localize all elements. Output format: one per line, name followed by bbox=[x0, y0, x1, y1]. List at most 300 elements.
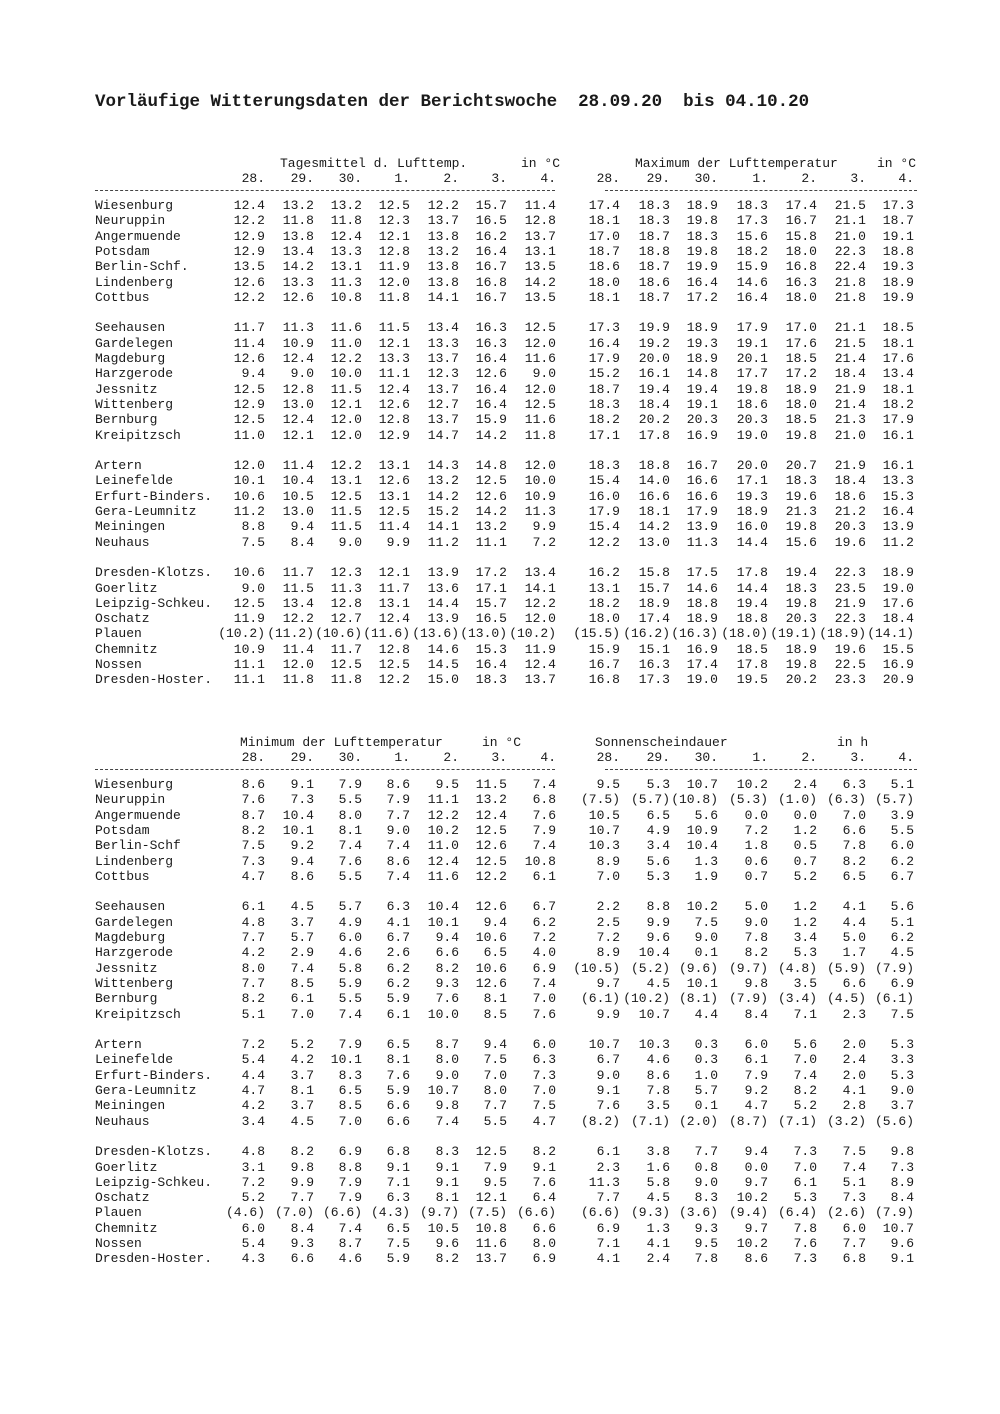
value-cell: 22.3 bbox=[834, 243, 866, 259]
value-cell: 7.4 bbox=[435, 1113, 459, 1129]
value-cell: 12.5 bbox=[475, 822, 507, 838]
value-cell: 6.5 bbox=[338, 1083, 362, 1098]
value-cell: 13.7 bbox=[524, 672, 556, 688]
value-cell: 7.4 bbox=[386, 868, 410, 884]
value-cell: 18.7 bbox=[882, 213, 914, 229]
value-cell: 14.2 bbox=[475, 504, 507, 519]
station-name: Plauen bbox=[95, 626, 142, 642]
value-cell: 12.9 bbox=[378, 427, 410, 443]
value-cell: 18.0 bbox=[785, 243, 817, 259]
value-cell: 15.5 bbox=[882, 641, 914, 657]
value-cell: 8.5 bbox=[290, 975, 314, 991]
value-cell: 10.2 bbox=[686, 899, 718, 915]
value-cell: 5.7 bbox=[694, 1083, 718, 1098]
value-cell: 8.2 bbox=[290, 1144, 314, 1160]
value-cell: 10.0 bbox=[427, 1006, 459, 1022]
value-cell: 7.5 bbox=[386, 1236, 410, 1251]
value-cell: 6.2 bbox=[890, 853, 914, 869]
value-cell: 0.3 bbox=[694, 1037, 718, 1053]
value-cell: 16.2 bbox=[588, 565, 620, 581]
value-cell: 19.0 bbox=[882, 580, 914, 596]
value-cell: 7.6 bbox=[241, 792, 265, 808]
value-cell: 18.8 bbox=[638, 243, 670, 259]
value-cell: 13.0 bbox=[282, 396, 314, 412]
value-cell: 2.8 bbox=[842, 1098, 866, 1114]
day-header: 29. bbox=[290, 171, 314, 186]
value-cell: 10.3 bbox=[588, 838, 620, 854]
value-cell: 17.1 bbox=[736, 473, 768, 489]
value-cell: 13.3 bbox=[282, 274, 314, 290]
value-cell: 12.2 bbox=[588, 534, 620, 550]
value-cell: 8.4 bbox=[744, 1006, 768, 1022]
value-cell: 8.5 bbox=[338, 1098, 362, 1114]
value-cell: 9.1 bbox=[435, 1174, 459, 1190]
value-cell: 0.3 bbox=[694, 1052, 718, 1068]
value-cell: 12.6 bbox=[475, 838, 507, 854]
value-cell: 9.3 bbox=[435, 975, 459, 991]
value-cell: 7.2 bbox=[241, 1174, 265, 1190]
value-cell: 11.4 bbox=[524, 198, 556, 213]
value-cell: 17.8 bbox=[736, 657, 768, 672]
day-header: 2. bbox=[801, 171, 817, 186]
value-cell: 15.2 bbox=[588, 366, 620, 382]
value-cell: 16.1 bbox=[882, 427, 914, 443]
value-cell: 6.5 bbox=[483, 945, 507, 961]
value-cell: 7.6 bbox=[532, 1006, 556, 1022]
value-cell: 8.1 bbox=[338, 822, 362, 838]
value-cell: 4.2 bbox=[241, 1098, 265, 1114]
value-cell: 3.4 bbox=[241, 1113, 265, 1129]
value-cell: 3.8 bbox=[646, 1144, 670, 1160]
value-cell: 11.7 bbox=[378, 580, 410, 596]
station-name: Bernburg bbox=[95, 991, 158, 1007]
station-name: Meiningen bbox=[95, 1098, 166, 1114]
value-cell: 10.0 bbox=[330, 366, 362, 382]
value-cell: 1.0 bbox=[694, 1067, 718, 1083]
value-cell: 7.0 bbox=[793, 1052, 817, 1068]
value-cell: 12.2 bbox=[330, 351, 362, 366]
value-cell: 4.4 bbox=[241, 1067, 265, 1083]
value-cell: 18.2 bbox=[588, 595, 620, 611]
value-cell: 7.9 bbox=[483, 1159, 507, 1175]
value-cell: 7.6 bbox=[338, 853, 362, 869]
value-cell: 18.0 bbox=[785, 289, 817, 305]
value-cell: 7.4 bbox=[532, 975, 556, 991]
value-cell: 10.7 bbox=[588, 822, 620, 838]
value-cell: 9.6 bbox=[890, 1236, 914, 1251]
value-cell: 19.9 bbox=[882, 289, 914, 305]
value-cell: 7.3 bbox=[793, 1144, 817, 1160]
value-cell: 21.8 bbox=[834, 289, 866, 305]
value-cell: 17.8 bbox=[638, 427, 670, 443]
value-cell: 11.8 bbox=[378, 289, 410, 305]
value-cell: 16.5 bbox=[475, 213, 507, 229]
value-cell: 8.2 bbox=[793, 1083, 817, 1098]
value-cell: 9.6 bbox=[646, 930, 670, 945]
value-cell: 20.3 bbox=[785, 611, 817, 627]
station-name: Magdeburg bbox=[95, 930, 166, 945]
value-cell: (11.6) bbox=[363, 626, 410, 642]
value-cell: 5.8 bbox=[338, 960, 362, 976]
value-cell: 17.6 bbox=[882, 595, 914, 611]
value-cell: 7.0 bbox=[483, 1067, 507, 1083]
station-name: Magdeburg bbox=[95, 351, 166, 366]
value-cell: (8.7) bbox=[728, 1113, 768, 1129]
value-cell: 10.7 bbox=[882, 1220, 914, 1236]
value-cell: 13.9 bbox=[686, 519, 718, 535]
value-cell: 7.9 bbox=[338, 1190, 362, 1206]
value-cell: 6.6 bbox=[842, 975, 866, 991]
value-cell: 10.5 bbox=[427, 1220, 459, 1236]
value-cell: 11.3 bbox=[524, 504, 556, 519]
value-cell: 17.3 bbox=[882, 198, 914, 213]
value-cell: 23.3 bbox=[834, 672, 866, 688]
value-cell: 12.4 bbox=[330, 228, 362, 244]
value-cell: 18.1 bbox=[882, 335, 914, 351]
value-cell: 13.4 bbox=[282, 595, 314, 611]
value-cell: 9.5 bbox=[483, 1174, 507, 1190]
value-cell: 7.9 bbox=[386, 792, 410, 808]
value-cell: 13.1 bbox=[330, 473, 362, 489]
value-cell: 0.5 bbox=[793, 838, 817, 854]
value-cell: (10.2) bbox=[218, 626, 265, 642]
station-name: Erfurt-Binders. bbox=[95, 1067, 213, 1083]
station-name: Leipzig-Schkeu. bbox=[95, 1174, 213, 1190]
value-cell: 8.4 bbox=[890, 1190, 914, 1206]
value-cell: 7.2 bbox=[596, 930, 620, 945]
value-cell: 18.5 bbox=[736, 641, 768, 657]
value-cell: 11.1 bbox=[233, 672, 265, 688]
value-cell: 6.1 bbox=[532, 868, 556, 884]
value-cell: 18.5 bbox=[785, 412, 817, 428]
value-cell: 11.0 bbox=[330, 335, 362, 351]
page-title: Vorläufige Witterungsdaten der Berichtswoche 28.09.20 bis 04.10.20 bbox=[95, 92, 810, 112]
value-cell: 18.9 bbox=[785, 381, 817, 397]
value-cell: 11.6 bbox=[427, 868, 459, 884]
value-cell: 2.0 bbox=[842, 1037, 866, 1053]
value-cell: 7.4 bbox=[532, 838, 556, 854]
value-cell: (2.6) bbox=[826, 1205, 866, 1221]
value-cell: 17.9 bbox=[588, 504, 620, 519]
value-cell: 18.8 bbox=[736, 611, 768, 627]
value-cell: 16.7 bbox=[686, 458, 718, 474]
value-cell: 5.2 bbox=[290, 1037, 314, 1053]
value-cell: 12.1 bbox=[378, 228, 410, 244]
station-name: Wiesenburg bbox=[95, 198, 174, 213]
value-cell: 18.8 bbox=[686, 595, 718, 611]
value-cell: 7.6 bbox=[532, 1174, 556, 1190]
value-cell: 7.8 bbox=[793, 1220, 817, 1236]
value-cell: 16.9 bbox=[686, 641, 718, 657]
value-cell: 4.5 bbox=[890, 945, 914, 961]
value-cell: 7.7 bbox=[386, 807, 410, 823]
value-cell: 2.3 bbox=[842, 1006, 866, 1022]
value-cell: 6.1 bbox=[386, 1006, 410, 1022]
value-cell: 11.5 bbox=[475, 777, 507, 792]
value-cell: (4.6) bbox=[225, 1205, 265, 1221]
divider-line bbox=[605, 190, 917, 191]
value-cell: 6.6 bbox=[386, 1098, 410, 1114]
value-cell: 6.6 bbox=[532, 1220, 556, 1236]
value-cell: (6.1) bbox=[874, 991, 914, 1007]
left-table-unit: in °C bbox=[482, 735, 522, 750]
value-cell: 12.5 bbox=[330, 657, 362, 672]
value-cell: 12.5 bbox=[524, 396, 556, 412]
value-cell: 18.3 bbox=[736, 198, 768, 213]
value-cell: 7.4 bbox=[532, 777, 556, 792]
value-cell: 1.3 bbox=[694, 853, 718, 869]
station-name: Potsdam bbox=[95, 243, 150, 259]
value-cell: 8.8 bbox=[646, 899, 670, 915]
value-cell: 18.2 bbox=[588, 412, 620, 428]
value-cell: 19.0 bbox=[686, 672, 718, 688]
value-cell: 9.7 bbox=[596, 975, 620, 991]
value-cell: 10.8 bbox=[475, 1220, 507, 1236]
value-cell: 18.1 bbox=[588, 289, 620, 305]
value-cell: 10.3 bbox=[638, 1037, 670, 1053]
value-cell: 13.4 bbox=[427, 320, 459, 336]
value-cell: 18.0 bbox=[588, 274, 620, 290]
value-cell: 13.9 bbox=[427, 565, 459, 581]
value-cell: 2.3 bbox=[596, 1159, 620, 1175]
value-cell: 11.8 bbox=[330, 672, 362, 688]
value-cell: 12.0 bbox=[524, 381, 556, 397]
value-cell: 16.1 bbox=[882, 458, 914, 474]
value-cell: 18.7 bbox=[638, 259, 670, 275]
station-name: Chemnitz bbox=[95, 1220, 158, 1236]
value-cell: 6.9 bbox=[596, 1220, 620, 1236]
value-cell: 13.2 bbox=[330, 198, 362, 213]
day-header: 28. bbox=[241, 750, 265, 765]
value-cell: 14.8 bbox=[686, 366, 718, 382]
value-cell: 6.8 bbox=[842, 1251, 866, 1267]
value-cell: 7.0 bbox=[532, 1083, 556, 1098]
value-cell: (13.0) bbox=[460, 626, 507, 642]
value-cell: 5.0 bbox=[842, 930, 866, 945]
value-cell: 9.0 bbox=[241, 580, 265, 596]
value-cell: 20.2 bbox=[638, 412, 670, 428]
day-header: 4. bbox=[540, 750, 556, 765]
value-cell: (5.7) bbox=[874, 792, 914, 808]
value-cell: 1.2 bbox=[793, 914, 817, 930]
value-cell: 19.6 bbox=[834, 641, 866, 657]
value-cell: 20.7 bbox=[785, 458, 817, 474]
value-cell: (9.7) bbox=[419, 1205, 459, 1221]
value-cell: 10.2 bbox=[736, 1190, 768, 1206]
value-cell: 18.1 bbox=[588, 213, 620, 229]
value-cell: 5.6 bbox=[793, 1037, 817, 1053]
value-cell: 19.9 bbox=[686, 259, 718, 275]
value-cell: 9.7 bbox=[744, 1174, 768, 1190]
value-cell: 9.3 bbox=[290, 1236, 314, 1251]
value-cell: 1.2 bbox=[793, 822, 817, 838]
value-cell: 6.5 bbox=[646, 807, 670, 823]
value-cell: 10.6 bbox=[233, 488, 265, 504]
value-cell: 17.0 bbox=[785, 320, 817, 336]
value-cell: (7.9) bbox=[874, 1205, 914, 1221]
station-name: Seehausen bbox=[95, 320, 166, 336]
station-name: Lindenberg bbox=[95, 853, 174, 869]
value-cell: 16.4 bbox=[475, 396, 507, 412]
value-cell: 8.3 bbox=[694, 1190, 718, 1206]
value-cell: 9.8 bbox=[435, 1098, 459, 1114]
value-cell: 9.8 bbox=[890, 1144, 914, 1160]
value-cell: 20.2 bbox=[785, 672, 817, 688]
value-cell: 11.5 bbox=[330, 504, 362, 519]
value-cell: 10.9 bbox=[233, 641, 265, 657]
value-cell: 6.0 bbox=[890, 838, 914, 854]
value-cell: 4.7 bbox=[241, 1083, 265, 1098]
value-cell: (14.1) bbox=[867, 626, 914, 642]
value-cell: 18.3 bbox=[785, 473, 817, 489]
value-cell: 12.0 bbox=[330, 412, 362, 428]
value-cell: 9.8 bbox=[290, 1159, 314, 1175]
value-cell: 11.4 bbox=[378, 519, 410, 535]
value-cell: 5.2 bbox=[793, 1098, 817, 1114]
station-name: Potsdam bbox=[95, 822, 150, 838]
value-cell: 22.3 bbox=[834, 565, 866, 581]
value-cell: 6.6 bbox=[435, 945, 459, 961]
value-cell: 17.3 bbox=[638, 672, 670, 688]
value-cell: 12.2 bbox=[282, 611, 314, 627]
value-cell: 4.7 bbox=[532, 1113, 556, 1129]
value-cell: 8.6 bbox=[386, 777, 410, 792]
value-cell: 3.5 bbox=[793, 975, 817, 991]
value-cell: 18.9 bbox=[882, 274, 914, 290]
value-cell: (16.3) bbox=[671, 626, 718, 642]
value-cell: 9.5 bbox=[596, 777, 620, 792]
value-cell: 14.2 bbox=[475, 427, 507, 443]
station-name: Jessnitz bbox=[95, 381, 158, 397]
value-cell: 9.4 bbox=[290, 853, 314, 869]
value-cell: 10.2 bbox=[736, 1236, 768, 1251]
station-name: Berlin-Schf. bbox=[95, 259, 189, 275]
value-cell: 16.4 bbox=[882, 504, 914, 519]
value-cell: 8.3 bbox=[338, 1067, 362, 1083]
value-cell: 11.0 bbox=[427, 838, 459, 854]
value-cell: 14.1 bbox=[524, 580, 556, 596]
value-cell: 2.6 bbox=[386, 945, 410, 961]
value-cell: 12.0 bbox=[378, 274, 410, 290]
right-table-title: Maximum der Lufttemperatur bbox=[635, 156, 838, 171]
station-name: Gardelegen bbox=[95, 914, 174, 930]
value-cell: 12.4 bbox=[475, 807, 507, 823]
value-cell: 12.0 bbox=[524, 611, 556, 627]
value-cell: 0.0 bbox=[744, 1159, 768, 1175]
value-cell: 7.0 bbox=[290, 1006, 314, 1022]
value-cell: 12.0 bbox=[233, 458, 265, 474]
value-cell: 9.5 bbox=[435, 777, 459, 792]
value-cell: 11.3 bbox=[588, 1174, 620, 1190]
day-header: 30. bbox=[338, 171, 362, 186]
value-cell: 22.4 bbox=[834, 259, 866, 275]
station-name: Dresden-Klotzs. bbox=[95, 1144, 213, 1160]
station-name: Harzgerode bbox=[95, 366, 174, 382]
value-cell: 18.0 bbox=[785, 396, 817, 412]
value-cell: 19.8 bbox=[686, 243, 718, 259]
value-cell: 17.9 bbox=[736, 320, 768, 336]
value-cell: 18.1 bbox=[882, 381, 914, 397]
value-cell: 11.4 bbox=[233, 335, 265, 351]
value-cell: 18.6 bbox=[834, 488, 866, 504]
station-name: Wittenberg bbox=[95, 396, 174, 412]
value-cell: 12.4 bbox=[233, 198, 265, 213]
value-cell: 4.5 bbox=[290, 899, 314, 915]
value-cell: 5.7 bbox=[338, 899, 362, 915]
value-cell: 4.4 bbox=[842, 914, 866, 930]
value-cell: (19.1) bbox=[770, 626, 817, 642]
value-cell: 4.6 bbox=[338, 1251, 362, 1267]
value-cell: 15.8 bbox=[638, 565, 670, 581]
value-cell: 8.4 bbox=[290, 534, 314, 550]
value-cell: 18.3 bbox=[588, 396, 620, 412]
value-cell: 3.1 bbox=[241, 1159, 265, 1175]
value-cell: 14.4 bbox=[736, 580, 768, 596]
value-cell: 0.0 bbox=[793, 807, 817, 823]
value-cell: (3.4) bbox=[777, 991, 817, 1007]
value-cell: 7.3 bbox=[532, 1067, 556, 1083]
value-cell: 21.5 bbox=[834, 335, 866, 351]
value-cell: 2.5 bbox=[596, 914, 620, 930]
value-cell: 12.4 bbox=[524, 657, 556, 672]
value-cell: 21.9 bbox=[834, 595, 866, 611]
value-cell: 16.6 bbox=[638, 488, 670, 504]
value-cell: 18.9 bbox=[736, 504, 768, 519]
value-cell: 10.2 bbox=[736, 777, 768, 792]
value-cell: 11.2 bbox=[882, 534, 914, 550]
value-cell: 12.6 bbox=[282, 289, 314, 305]
value-cell: 21.4 bbox=[834, 351, 866, 366]
value-cell: 6.3 bbox=[532, 1052, 556, 1068]
day-header: 3. bbox=[850, 750, 866, 765]
value-cell: 18.4 bbox=[882, 611, 914, 627]
value-cell: 11.7 bbox=[282, 565, 314, 581]
value-cell: 21.8 bbox=[834, 274, 866, 290]
value-cell: 21.9 bbox=[834, 381, 866, 397]
value-cell: 21.3 bbox=[834, 412, 866, 428]
value-cell: 12.4 bbox=[282, 351, 314, 366]
value-cell: 0.8 bbox=[694, 1159, 718, 1175]
value-cell: (6.6) bbox=[516, 1205, 556, 1221]
value-cell: 5.4 bbox=[241, 1236, 265, 1251]
value-cell: 3.7 bbox=[290, 1067, 314, 1083]
value-cell: 9.0 bbox=[694, 930, 718, 945]
value-cell: 19.6 bbox=[785, 488, 817, 504]
value-cell: 15.9 bbox=[475, 412, 507, 428]
value-cell: (18.9) bbox=[819, 626, 866, 642]
value-cell: 5.9 bbox=[338, 975, 362, 991]
value-cell: 18.8 bbox=[638, 458, 670, 474]
value-cell: 3.9 bbox=[890, 807, 914, 823]
value-cell: 5.9 bbox=[386, 1083, 410, 1098]
value-cell: 19.2 bbox=[638, 335, 670, 351]
value-cell: 17.2 bbox=[475, 565, 507, 581]
value-cell: 13.7 bbox=[524, 228, 556, 244]
value-cell: (16.2) bbox=[623, 626, 670, 642]
value-cell: (6.6) bbox=[322, 1205, 362, 1221]
value-cell: 0.7 bbox=[793, 853, 817, 869]
value-cell: 6.0 bbox=[241, 1220, 265, 1236]
value-cell: 18.9 bbox=[686, 611, 718, 627]
day-header: 28. bbox=[596, 171, 620, 186]
value-cell: 6.2 bbox=[386, 975, 410, 991]
value-cell: 5.1 bbox=[890, 777, 914, 792]
value-cell: 5.5 bbox=[338, 868, 362, 884]
value-cell: 18.7 bbox=[638, 289, 670, 305]
value-cell: 12.5 bbox=[378, 504, 410, 519]
value-cell: 7.2 bbox=[532, 930, 556, 945]
value-cell: 2.4 bbox=[646, 1251, 670, 1267]
